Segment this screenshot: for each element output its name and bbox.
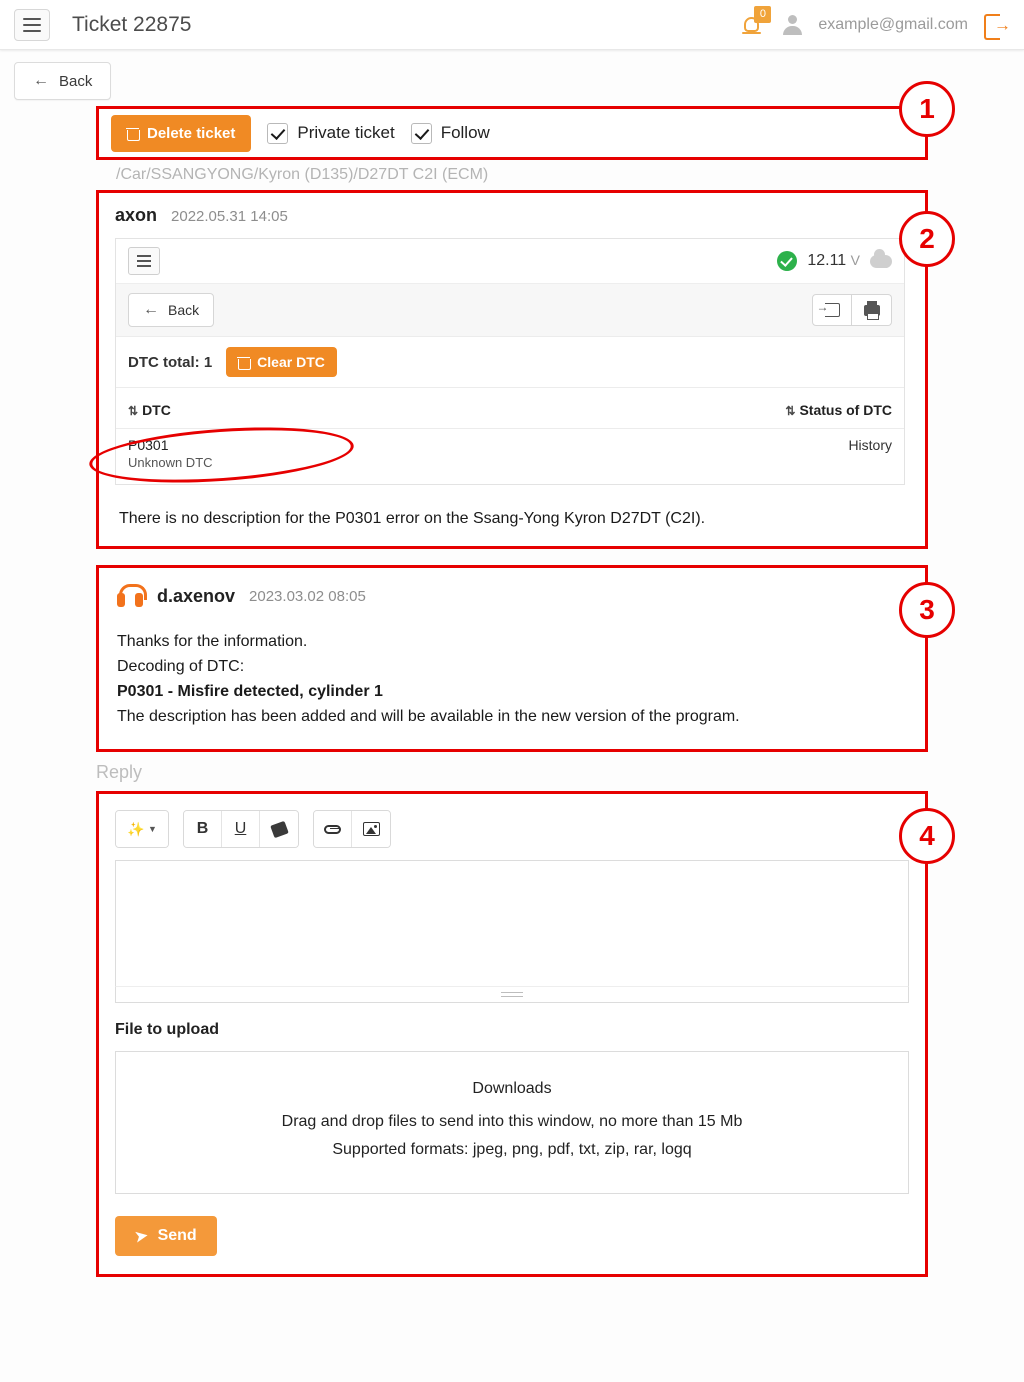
follow-checkbox[interactable] xyxy=(411,123,490,144)
hamburger-icon[interactable] xyxy=(14,9,50,41)
post-date: 2022.05.31 14:05 xyxy=(171,208,288,225)
post-agent-message xyxy=(96,565,935,752)
voltage-unit: V xyxy=(850,252,860,268)
agent-line-1: Thanks for the information. xyxy=(117,633,308,651)
dropzone-title: Downloads xyxy=(472,1080,552,1098)
agent-date: 2023.03.02 08:05 xyxy=(249,587,366,605)
paper-plane-icon: ➤ xyxy=(133,1226,150,1246)
agent-line-2: Decoding of DTC: xyxy=(117,657,245,675)
toolbar-group-style xyxy=(183,810,299,848)
export-icon xyxy=(825,303,840,317)
print-button[interactable] xyxy=(852,294,892,326)
dtc-status: History xyxy=(848,437,892,453)
top-bar xyxy=(0,0,1024,50)
reply-editor[interactable] xyxy=(115,860,909,986)
reply-label: Reply xyxy=(96,762,143,783)
ticket-actions-bar xyxy=(96,93,935,160)
device-screenshot-card xyxy=(115,238,905,485)
format-wand-icon[interactable]: ✨ ▼ xyxy=(116,811,168,847)
device-status xyxy=(777,251,892,271)
dtc-total-label: DTC total: 1 xyxy=(128,353,213,371)
private-ticket-label: Private ticket xyxy=(297,123,395,142)
delete-ticket-button[interactable] xyxy=(111,115,251,152)
voltage-value: 12.11 V xyxy=(807,252,860,269)
agent-header xyxy=(117,584,907,608)
back-row xyxy=(0,50,1024,106)
device-menu-icon[interactable] xyxy=(128,247,160,275)
notifications-button[interactable] xyxy=(736,7,766,40)
user-email: example@gmail.com xyxy=(818,15,968,33)
sort-icon: ⇅ xyxy=(128,404,138,418)
dtc-cell xyxy=(116,429,474,485)
back-button[interactable] xyxy=(14,62,111,100)
file-upload-label: File to upload xyxy=(115,1021,219,1039)
page-title: Ticket 22875 xyxy=(72,12,192,36)
annotation-marker-1: 1 xyxy=(899,81,955,137)
trash-icon xyxy=(127,127,138,140)
post-user-message xyxy=(96,190,935,549)
print-icon xyxy=(864,305,880,316)
back-button-label: Back xyxy=(59,72,93,90)
editor-toolbar xyxy=(115,810,909,848)
toolbar-group-insert xyxy=(313,810,391,848)
device-topbar xyxy=(116,239,904,284)
dropzone-line-2: Supported formats: jpeg, png, pdf, txt, zip, rar, logq xyxy=(332,1140,692,1158)
spacer xyxy=(96,549,928,565)
device-back-button[interactable] xyxy=(128,293,214,327)
user-icon xyxy=(782,15,802,35)
dtc-column-header[interactable]: ⇅ DTC xyxy=(116,388,474,429)
content-wrap xyxy=(0,93,1024,1277)
table-row[interactable] xyxy=(116,429,904,485)
annotation-marker-4: 4 xyxy=(899,808,955,864)
link-icon[interactable] xyxy=(314,811,352,847)
eraser-icon[interactable] xyxy=(260,811,298,847)
file-dropzone[interactable] xyxy=(115,1051,909,1193)
checkbox-icon[interactable] xyxy=(267,123,288,144)
delete-ticket-label: Delete ticket xyxy=(147,124,236,142)
agent-line-4: The description has been added and will be available in the new version of the program. xyxy=(117,707,740,725)
device-icon-buttons xyxy=(812,294,892,326)
agent-dtc-decoding: P0301 - Misfire detected, cylinder 1 xyxy=(117,682,383,700)
chevron-down-icon: ▼ xyxy=(148,824,157,835)
post-body-text: There is no description for the P0301 error on the Ssang-Yong Kyron D27DT (C2I). xyxy=(119,510,706,527)
topbar-right xyxy=(736,7,1024,40)
dtc-summary-row xyxy=(116,337,904,388)
agent-body xyxy=(117,630,907,729)
annotation-marker-2: 2 xyxy=(899,211,955,267)
reply-form xyxy=(96,791,935,1276)
status-column-header[interactable]: ⇅ Status of DTC xyxy=(474,388,904,429)
sort-icon: ⇅ xyxy=(785,404,795,418)
device-subbar xyxy=(116,284,904,337)
grip-icon xyxy=(501,992,523,997)
post-author: axon xyxy=(115,205,158,225)
underline-icon[interactable]: U xyxy=(222,811,260,847)
device-back-label: Back xyxy=(168,302,200,318)
notification-badge: 0 xyxy=(754,6,771,23)
checkbox-icon[interactable] xyxy=(411,123,432,144)
dtc-table-header-row xyxy=(116,388,904,429)
toolbar-group-format xyxy=(115,810,169,848)
clear-dtc-button[interactable] xyxy=(226,347,337,377)
follow-label: Follow xyxy=(440,123,490,142)
editor-resize-handle[interactable] xyxy=(115,986,909,1003)
check-circle-icon xyxy=(777,251,797,271)
dtc-table xyxy=(116,388,904,484)
private-ticket-checkbox[interactable] xyxy=(267,123,394,144)
trash-icon xyxy=(238,356,249,369)
dropzone-line-1: Drag and drop files to send into this window, no more than 15 Mb xyxy=(281,1113,743,1131)
arrow-left-icon: ← xyxy=(143,301,159,318)
cloud-icon xyxy=(870,255,892,268)
clear-dtc-label: Clear DTC xyxy=(257,354,325,370)
post-header xyxy=(115,205,909,226)
dtc-code: P0301 xyxy=(128,437,169,453)
breadcrumb: /Car/SSANGYONG/Kyron (D135)/D27DT C2I (ECM) xyxy=(116,166,489,183)
export-button[interactable] xyxy=(812,294,852,326)
dtc-description: Unknown DTC xyxy=(128,455,213,470)
image-icon[interactable] xyxy=(352,811,390,847)
annotation-marker-3: 3 xyxy=(899,582,955,638)
arrow-left-icon: ← xyxy=(33,72,49,89)
headset-icon xyxy=(117,584,143,608)
send-button-label: Send xyxy=(157,1226,197,1244)
agent-author: d.axenov xyxy=(157,585,236,606)
bold-icon[interactable]: B xyxy=(184,811,222,847)
send-button[interactable] xyxy=(115,1216,217,1256)
logout-icon[interactable] xyxy=(984,14,1008,36)
